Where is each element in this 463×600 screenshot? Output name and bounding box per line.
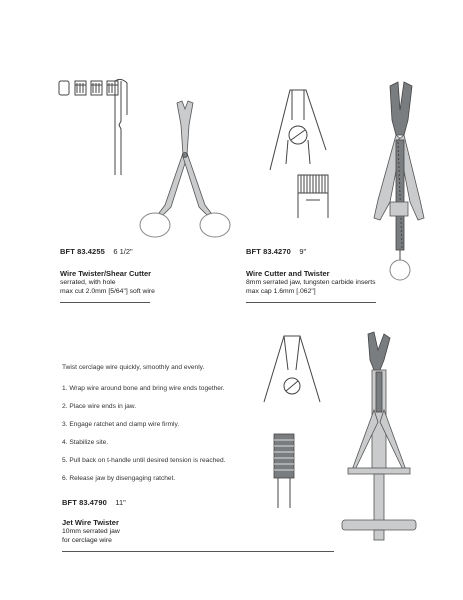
product-desc-line: 8mm serrated jaw, tungsten carbide inserts	[246, 279, 376, 286]
divider	[62, 551, 334, 552]
product-desc-line: 10mm serrated jaw	[62, 528, 120, 535]
product-block-shear-cutter	[60, 241, 210, 303]
product-code: BFT 83.4790	[62, 498, 107, 507]
instruction-step: 6. Release jaw by disengaging ratchet.	[62, 475, 176, 482]
product-size: 6 1/2"	[113, 247, 133, 256]
product-desc-line: max cap 1.6mm [.062"]	[246, 288, 316, 295]
product-desc-line: for cerclage wire	[62, 537, 112, 544]
product-name: Wire Twister/Shear Cutter	[60, 269, 152, 278]
product-code: BFT 83.4270	[246, 247, 291, 256]
instruction-step: 1. Wrap wire around bone and bring wire ends together.	[62, 385, 225, 392]
product-code: BFT 83.4255	[60, 247, 105, 256]
cutter-jaw-detail-icon	[268, 80, 348, 220]
usage-instructions	[62, 364, 272, 482]
product-desc-line: max cut 2.0mm [5/64"] soft wire	[60, 288, 155, 295]
instruction-step: 2. Place wire ends in jaw.	[62, 403, 137, 410]
product-block-wire-cutter-twister	[246, 241, 436, 303]
product-size: 11"	[115, 498, 126, 507]
product-desc-line: serrated, with hole	[60, 279, 116, 286]
instruction-step: 3. Engage ratchet and clamp wire firmly.	[62, 421, 180, 428]
shear-cutter-instrument-icon	[125, 95, 245, 255]
divider	[246, 302, 376, 303]
instruction-step: 5. Pull back on t-handle until desired tension is reached.	[62, 457, 226, 464]
product-name: Wire Cutter and Twister	[246, 269, 330, 278]
product-name: Jet Wire Twister	[62, 518, 119, 527]
product-size: 9"	[299, 247, 307, 256]
instructions-intro: Twist cerclage wire quickly, smoothly and evenly.	[62, 364, 205, 371]
instruction-step: 4. Stabilize site.	[62, 439, 109, 446]
divider	[60, 302, 150, 303]
jet-twister-jaw-detail-icon	[258, 330, 328, 510]
product-block-jet-wire-twister	[62, 492, 352, 552]
